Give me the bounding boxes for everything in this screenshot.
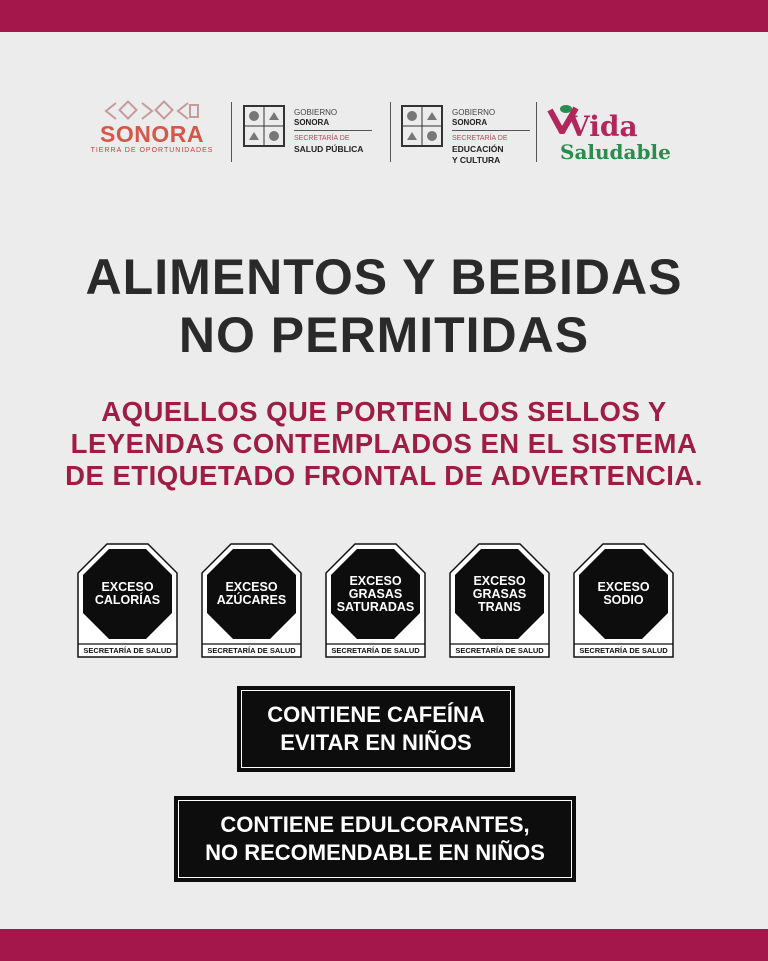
state-shield-icon xyxy=(242,104,286,156)
gov-dept-2: Y CULTURA xyxy=(452,155,501,165)
divider xyxy=(536,102,537,162)
warning-seal xyxy=(449,543,550,659)
seal-footer: SECRETARÍA DE SALUD xyxy=(331,646,420,655)
seal-label xyxy=(459,575,540,614)
seal-label-line: EXCESO xyxy=(101,580,154,594)
subtitle-line: AQUELLOS QUE PORTEN LOS SELLOS Y xyxy=(101,396,667,427)
seal-footer: SECRETARÍA DE SALUD xyxy=(455,646,544,655)
divider xyxy=(390,102,391,162)
divider xyxy=(231,102,232,162)
seal-label-line: SATURADAS xyxy=(336,599,415,614)
warning-seal xyxy=(573,543,674,659)
gov-sub: SECRETARÍA DE xyxy=(294,135,350,142)
page-title xyxy=(0,248,768,364)
seal-footer: SECRETARÍA DE SALUD xyxy=(579,646,668,655)
gov-dept: EDUCACIÓN xyxy=(452,144,504,154)
gov-line1: GOBIERNO xyxy=(452,108,496,117)
legend-line: CONTIENE EDULCORANTES, xyxy=(220,812,530,837)
seal-label xyxy=(211,581,292,607)
seal-label-line: GRASAS xyxy=(472,586,527,601)
state-shield-icon xyxy=(400,104,444,156)
warning-seal xyxy=(325,543,426,659)
warning-seals xyxy=(77,543,677,659)
vida-saludable-logo xyxy=(546,96,696,168)
sonora-wordmark: SONORA xyxy=(100,121,204,147)
legend-line: NO RECOMENDABLE EN NIÑOS xyxy=(205,840,545,865)
warning-seal xyxy=(201,543,302,659)
seal-label xyxy=(583,581,664,607)
gov-sub: SECRETARÍA DE xyxy=(452,135,508,142)
seal-footer: SECRETARÍA DE SALUD xyxy=(83,646,172,655)
educacion-logo xyxy=(400,104,550,164)
subtitle-line: DE ETIQUETADO FRONTAL DE ADVERTENCIA. xyxy=(65,460,703,491)
legend-line: EVITAR EN NIÑOS xyxy=(280,730,472,755)
seal-label-line: EXCESO xyxy=(597,580,650,594)
gov-line1: GOBIERNO xyxy=(294,108,338,117)
seal-label-line: AZÚCARES xyxy=(216,593,287,607)
gov-line2: SONORA xyxy=(452,118,488,127)
top-band xyxy=(0,0,768,32)
seal-footer: SECRETARÍA DE SALUD xyxy=(207,646,296,655)
gov-line2: SONORA xyxy=(294,118,330,127)
header-logos xyxy=(84,96,694,168)
vida-wordmark: Vida xyxy=(568,110,638,143)
warning-seal xyxy=(77,543,178,659)
seal-label-line: SODIO xyxy=(603,593,644,607)
gov-dept: SALUD PÚBLICA xyxy=(294,144,364,154)
legend-line: CONTIENE CAFEÍNA xyxy=(267,702,485,727)
salud-logo xyxy=(242,104,392,164)
seal-label-line: TRANS xyxy=(477,599,522,614)
seal-label-line: EXCESO xyxy=(349,573,402,588)
seal-label-line: EXCESO xyxy=(473,573,526,588)
seal-label-line: EXCESO xyxy=(225,580,278,594)
title-line: ALIMENTOS Y BEBIDAS xyxy=(85,249,683,305)
page-subtitle xyxy=(0,396,768,492)
caffeine-legend xyxy=(237,686,515,772)
subtitle-line: LEYENDAS CONTEMPLADOS EN EL SISTEMA xyxy=(70,428,698,459)
title-line: NO PERMITIDAS xyxy=(178,307,590,363)
sweetener-legend xyxy=(174,796,576,882)
seal-label-line: CALORÍAS xyxy=(94,593,161,607)
seal-label xyxy=(335,575,416,614)
sonora-tagline: TIERRA DE OPORTUNIDADES xyxy=(90,147,214,154)
sonora-pattern-icon xyxy=(102,100,202,122)
seal-label-line: GRASAS xyxy=(348,586,403,601)
bottom-band xyxy=(0,929,768,961)
vida-subtitle: Saludable xyxy=(560,140,671,164)
seal-label xyxy=(87,581,168,607)
sonora-logo xyxy=(84,96,220,168)
